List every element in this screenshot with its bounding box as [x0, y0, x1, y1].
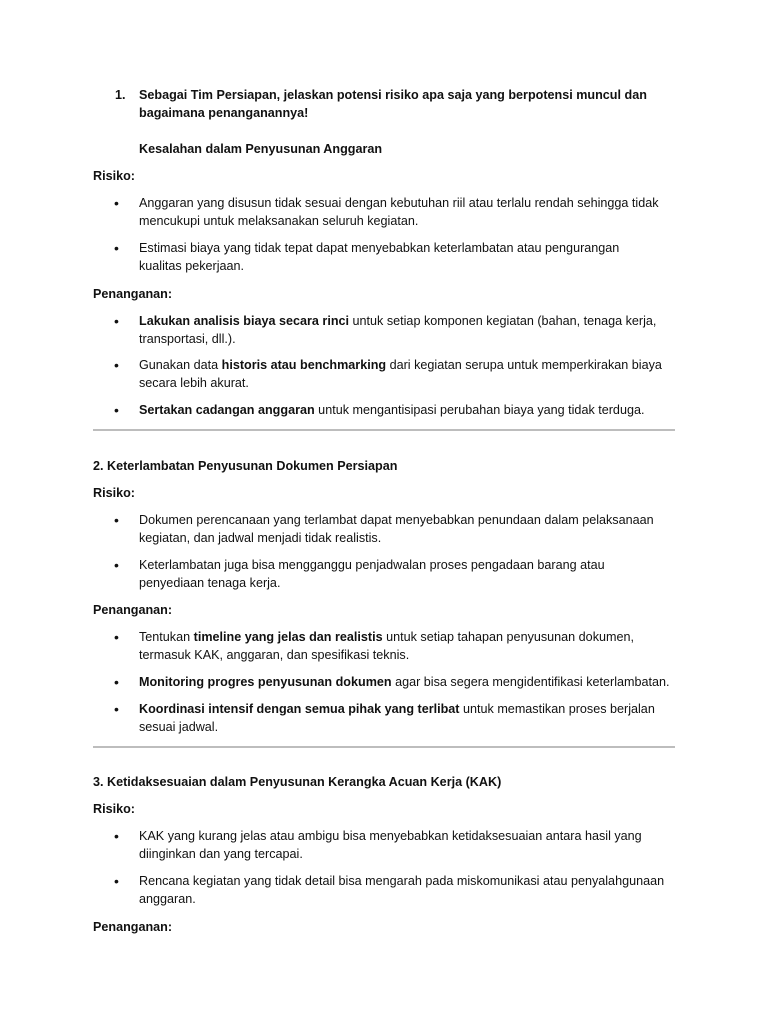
bullet-icon: • — [114, 701, 119, 717]
handling-label: Penanganan: — [93, 287, 173, 301]
risk-label: Risiko: — [93, 802, 135, 816]
bullet-icon: • — [114, 402, 119, 418]
bullet-icon: • — [114, 629, 119, 645]
bullet-icon: • — [114, 240, 119, 256]
bullet-icon: • — [114, 357, 119, 373]
document-page: 1. Sebagai Tim Persiapan, jelaskan potensi risiko apa saja yang berpotensi muncul dan bagaimana penanganannya! Kesalahan dalam Penyusunan Anggaran Risiko: • Anggaran yang disusun tidak sesuai dengan kebutuhan riil atau terlalu rendah sehingga tidak mencukupi untuk melaksanakan seluruh kegiatan. • Estimasi biaya yang tidak tepat dapat menyebabkan keterlambatan atau pengurangan kualitas pekerjaan. Penanganan: • Lakukan analisis biaya secara rinci untuk setiap komponen kegiatan (bahan, tenaga kerja, transportasi, dll.). • Gunakan data historis atau benchmarking dari kegiatan serupa untuk memperkirakan biaya secara lebih akurat. • Sertakan cadangan anggaran untuk mengantisipasi perubahan biaya yang tidak terduga. 2. Keterlambatan Penyusunan Dokumen Persiapan Risiko: • Dokumen perencanaan yang terlambat dapat menyebabkan penundaan dalam pelaksanaan kegiatan, dan jadwal menjadi tidak realistis. • Keterlambatan juga bisa mengganggu penjadwalan proses pengadaan barang atau penyediaan tenaga kerja. Penanganan: • Tentukan timeline yang jelas dan realistis untuk setiap tahapan penyusunan dokumen, termasuk KAK, anggaran, dan spesifikasi teknis. • Monitoring progres penyusunan dokumen agar bisa segera mengidentifikasi keterlambatan. • Koordinasi intensif dengan semua pihak yang terlibat untuk memastikan proses berjalan sesuai jadwal. 3. Ketidaksesuaian dalam Penyusunan Kerangka Acuan Kerja (KAK) Risiko: • KAK yang kurang jelas atau ambigu bisa menyebabkan ketidaksesuaian antara hasil yang diinginkan dan yang tercapai. • Rencana kegiatan yang tidak detail bisa mengarah pada miskomunikasi atau penyalahgunaan anggaran. Penanganan: — [0, 0, 768, 1024]
question-number: 1. — [115, 88, 126, 102]
section-heading: Kesalahan dalam Penyusunan Anggaran — [139, 142, 383, 156]
handling-label: Penanganan: — [93, 603, 173, 617]
bullet-icon: • — [114, 828, 119, 844]
question-line: Sebagai Tim Persiapan, jelaskan potensi risiko apa saja yang berpotensi muncul dan — [139, 88, 647, 102]
bullet-icon: • — [114, 512, 119, 528]
section-heading: 2. Keterlambatan Penyusunan Dokumen Persiapan — [93, 459, 398, 473]
section-heading: 3. Ketidaksesuaian dalam Penyusunan Kerangka Acuan Kerja (KAK) — [93, 775, 502, 789]
bullet-icon: • — [114, 674, 119, 690]
bullet-icon: • — [114, 313, 119, 329]
handling-label: Penanganan: — [93, 920, 173, 934]
risk-label: Risiko: — [93, 169, 135, 183]
bullet-icon: • — [114, 873, 119, 889]
question-line: bagaimana penanganannya! — [139, 105, 309, 120]
bullet-icon: • — [114, 557, 119, 573]
risk-label: Risiko: — [93, 486, 135, 500]
bullet-icon: • — [114, 195, 119, 211]
section-divider — [93, 746, 675, 748]
question-text — [139, 87, 659, 122]
section-divider — [93, 429, 675, 431]
